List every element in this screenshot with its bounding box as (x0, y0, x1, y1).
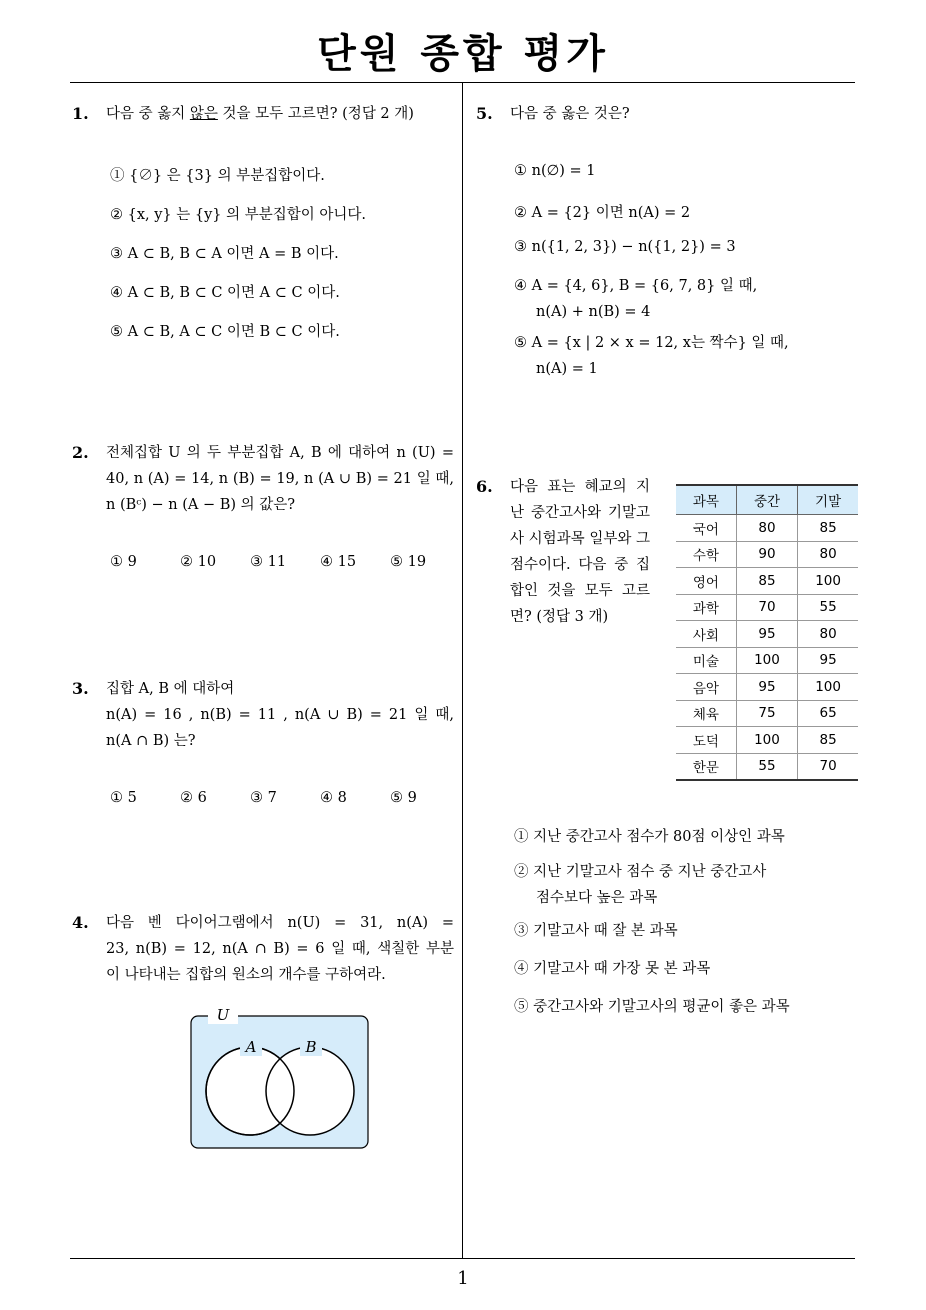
table-row (676, 647, 858, 674)
table-cell: 85 (798, 515, 858, 542)
table-header-cell: 기말 (798, 485, 858, 515)
q4-line-3: 이 나타내는 집합의 원소의 개수를 구하여라. (106, 967, 386, 983)
q1-text-underlined: 않은 (189, 106, 218, 122)
q5-option-4-line-1: ④ A = {4, 6}, B = {6, 7, 8} 일 때, (514, 278, 758, 294)
table-row (676, 594, 858, 621)
q3-option-2[interactable]: ② 6 (180, 790, 207, 806)
q2-option-3[interactable]: ③ 11 (250, 554, 287, 570)
q6-option-2-line-1: ② 지난 기말고사 점수 중 지난 중간고사 (514, 864, 767, 880)
table-cell: 70 (736, 594, 797, 621)
table-cell: 100 (798, 568, 858, 595)
table-cell: 음악 (676, 674, 736, 701)
table-header-row (676, 485, 858, 515)
table-cell: 95 (798, 647, 858, 674)
table-cell: 55 (736, 753, 797, 780)
q3-number: 3. (72, 679, 89, 698)
q5-option-1[interactable]: ① n(∅) = 1 (514, 163, 596, 179)
q5-option-5-line-2: n(A) = 1 (536, 361, 598, 377)
table-header-cell: 과목 (676, 485, 736, 515)
table-cell: 도덕 (676, 727, 736, 754)
q1-option-2[interactable]: ② {x, y} 는 {y} 의 부분집합이 아니다. (110, 207, 367, 223)
table-cell: 80 (736, 515, 797, 542)
table-row (676, 674, 858, 701)
q5-question: 다음 중 옳은 것은? (510, 106, 630, 122)
q6-line-6: 면? (정답 3 개) (510, 609, 609, 625)
q5-option-2[interactable]: ② A = {2} 이면 n(A) = 2 (514, 205, 691, 221)
table-cell: 95 (736, 621, 797, 648)
q5-option-4[interactable] (514, 273, 757, 325)
q6-line-4: 점수이다. 다음 중 집 (510, 557, 650, 573)
q2-option-2[interactable]: ② 10 (180, 554, 217, 570)
table-cell: 80 (798, 621, 858, 648)
score-table (676, 484, 858, 781)
q2-line-3: n (Bᶜ) − n (A − B) 의 값은? (106, 497, 296, 513)
table-cell: 65 (798, 700, 858, 727)
page-title: 단원 종합 평가 (317, 31, 609, 77)
table-cell: 85 (798, 727, 858, 754)
venn-set-b-label: B (305, 1038, 317, 1056)
q2-option-4[interactable]: ④ 15 (320, 554, 357, 570)
q1-question (106, 101, 414, 127)
q2-line-1: 전체집합 U 의 두 부분집합 A, B 에 대하여 n (U) = (106, 445, 454, 461)
q1-text-post: 것을 모두 고르면? (정답 2 개) (217, 106, 414, 122)
q4-line-2: 23, n(B) = 12, n(A ∩ B) = 6 일 때, 색칠한 부분 (106, 941, 454, 957)
table-cell: 미술 (676, 647, 736, 674)
table-cell: 국어 (676, 515, 736, 542)
table-cell: 55 (798, 594, 858, 621)
q2-question (106, 440, 454, 518)
table-row (676, 541, 858, 568)
table-cell: 100 (736, 647, 797, 674)
column-divider (462, 83, 463, 1258)
q2-option-1[interactable]: ① 9 (110, 554, 137, 570)
table-cell: 사회 (676, 621, 736, 648)
q6-option-5[interactable]: ⑤ 중간고사와 기말고사의 평균이 좋은 과목 (514, 999, 790, 1015)
q6-option-3[interactable]: ③ 기말고사 때 잘 본 과목 (514, 923, 678, 939)
venn-diagram (188, 1004, 372, 1154)
q5-option-4-line-2: n(A) + n(B) = 4 (536, 304, 651, 320)
q3-option-5[interactable]: ⑤ 9 (390, 790, 417, 806)
q6-question (510, 474, 650, 630)
q3-option-4[interactable]: ④ 8 (320, 790, 347, 806)
table-row (676, 727, 858, 754)
q1-option-4[interactable]: ④ A ⊂ B, B ⊂ C 이면 A ⊂ C 이다. (110, 285, 340, 301)
table-cell: 100 (798, 674, 858, 701)
table-row (676, 753, 858, 780)
table-row (676, 568, 858, 595)
venn-universe-label: U (216, 1006, 230, 1024)
table-cell: 70 (798, 753, 858, 780)
q6-line-2: 난 중간고사와 기말고 (510, 505, 650, 521)
q6-line-1: 다음 표는 혜교의 지 (510, 479, 650, 495)
q1-text-pre: 다음 중 옳지 (106, 106, 190, 122)
table-cell: 한문 (676, 753, 736, 780)
q2-option-5[interactable]: ⑤ 19 (390, 554, 427, 570)
q3-question (106, 676, 454, 754)
q2-line-2: 40, n (A) = 14, n (B) = 19, n (A ∪ B) = 21 일 때, (106, 471, 454, 487)
q6-option-4[interactable]: ④ 기말고사 때 가장 못 본 과목 (514, 961, 711, 977)
table-row (676, 700, 858, 727)
table-cell: 수학 (676, 541, 736, 568)
q5-option-5-line-1: ⑤ A = {x | 2 × x = 12, x는 짝수} 일 때, (514, 335, 789, 351)
q1-option-1[interactable]: ① {∅} 은 {3} 의 부분집합이다. (110, 168, 325, 184)
venn-set-a-label: A (245, 1038, 257, 1056)
q6-option-1[interactable]: ① 지난 중간고사 점수가 80점 이상인 과목 (514, 829, 785, 845)
table-cell: 80 (798, 541, 858, 568)
q6-number: 6. (476, 477, 493, 496)
q1-option-5[interactable]: ⑤ A ⊂ B, A ⊂ C 이면 B ⊂ C 이다. (110, 324, 340, 340)
page-number: 1 (457, 1268, 469, 1289)
table-header-cell: 중간 (736, 485, 797, 515)
q2-options (110, 554, 426, 570)
q4-number: 4. (72, 913, 89, 932)
q6-line-3: 사 시험과목 일부와 그 (510, 531, 650, 547)
q5-option-3[interactable]: ③ n({1, 2, 3}) − n({1, 2}) = 3 (514, 239, 736, 255)
q1-number: 1. (72, 104, 89, 123)
q6-option-2[interactable] (514, 859, 766, 911)
q3-line-3: n(A ∩ B) 는? (106, 733, 196, 749)
q3-line-1: 집합 A, B 에 대하여 (106, 681, 235, 697)
bottom-rule (70, 1258, 855, 1259)
q6-option-2-line-2: 점수보다 높은 과목 (536, 890, 658, 906)
q3-option-3[interactable]: ③ 7 (250, 790, 277, 806)
table-cell: 95 (736, 674, 797, 701)
table-cell: 과학 (676, 594, 736, 621)
table-cell: 영어 (676, 568, 736, 595)
q1-option-3[interactable]: ③ A ⊂ B, B ⊂ A 이면 A = B 이다. (110, 246, 339, 262)
q5-option-5[interactable] (514, 330, 789, 382)
q6-line-5: 합인 것을 모두 고르 (510, 583, 650, 599)
q3-options (110, 790, 417, 806)
table-row (676, 621, 858, 648)
q5-number: 5. (476, 104, 493, 123)
q4-question (106, 910, 454, 988)
table-cell: 체육 (676, 700, 736, 727)
q4-line-1: 다음 벤 다이어그램에서 n(U) = 31, n(A) = (106, 915, 454, 931)
table-cell: 75 (736, 700, 797, 727)
table-row (676, 515, 858, 542)
table-cell: 90 (736, 541, 797, 568)
q3-option-1[interactable]: ① 5 (110, 790, 137, 806)
q3-line-2: n(A) = 16 , n(B) = 11 , n(A ∪ B) = 21 일 때, (106, 707, 454, 723)
q2-number: 2. (72, 443, 89, 462)
table-cell: 85 (736, 568, 797, 595)
table-cell: 100 (736, 727, 797, 754)
